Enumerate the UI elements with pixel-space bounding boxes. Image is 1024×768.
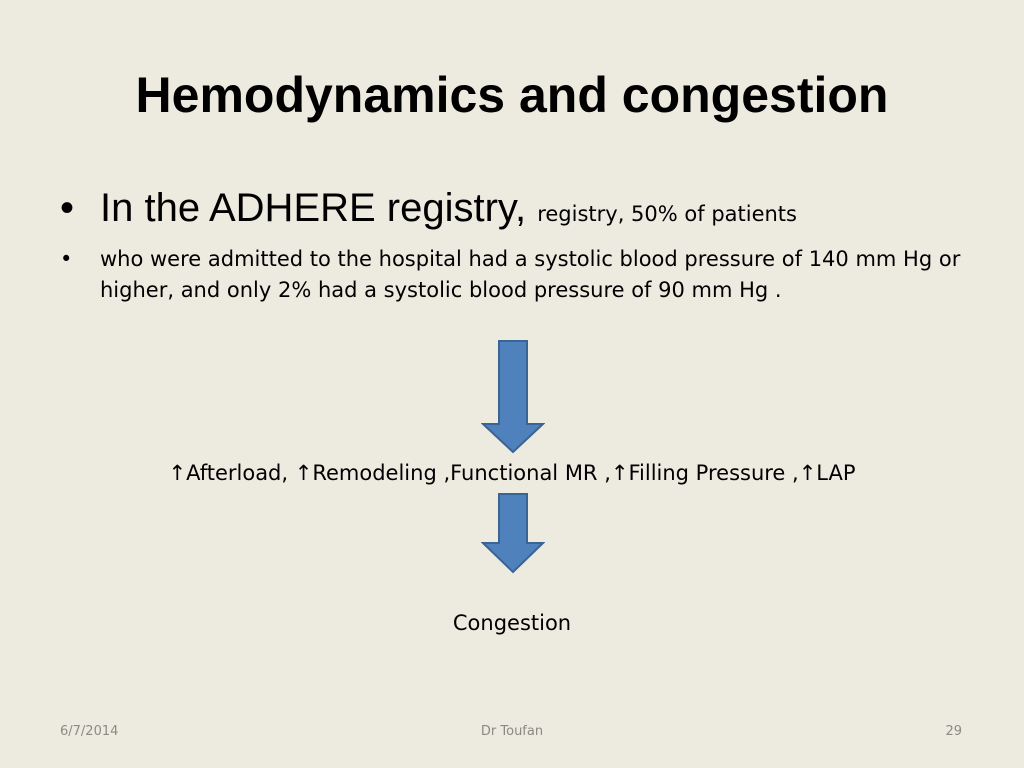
down-arrow-icon [481,340,545,454]
down-arrow-icon [481,493,545,575]
bullet-item-admitted [60,244,980,306]
bullet-list [60,182,980,306]
bullet-marker: • [60,247,73,271]
bullet-item-registry [60,182,980,240]
effects-line: ↑Afterload, ↑Remodeling ,Functional MR ,↑Filling Pressure ,↑LAP [168,461,856,485]
footer-author: Dr Toufan [480,724,544,739]
bullet-marker: • [60,186,75,230]
slide-title: Hemodynamics and congestion [135,67,889,123]
bullet-text: who were admitted to the hospital had a systolic blood pressure of 140 mm Hg or higher, and only 2% had a systolic blood pressure of 90 mm Hg . [100,247,961,302]
bullet-text-large: In the ADHERE registry, [100,186,527,230]
bullet-text-small: registry, 50% of patients [537,202,797,226]
footer-page-number: 29 [945,724,962,739]
outcome-text: Congestion [452,611,572,635]
footer-date: 6/7/2014 [60,724,119,739]
